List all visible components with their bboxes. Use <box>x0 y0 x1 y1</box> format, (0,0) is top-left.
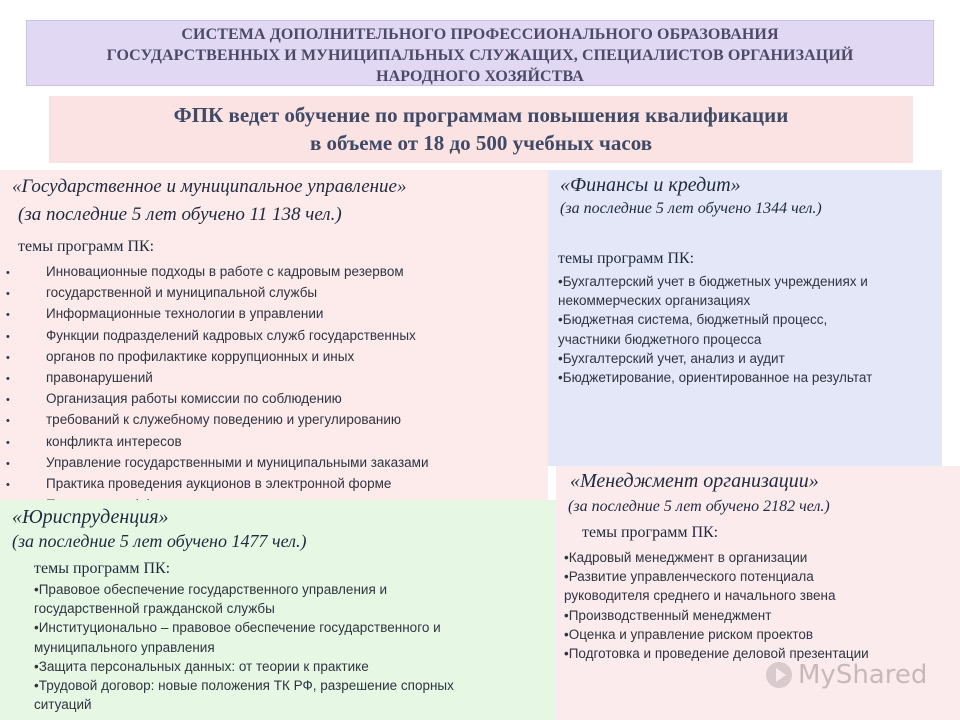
list-item: • Организация работы комиссии по соблюдению <box>6 391 342 407</box>
list-item: • государственной и муниципальной службы <box>6 285 318 301</box>
list-item: •Производственный менеджмент <box>564 607 772 623</box>
section-title: «Государственное и муниципальное управление» <box>12 176 407 197</box>
list-item: • Функции подразделений кадровых служб государственных <box>6 327 416 343</box>
page-subtitle <box>49 96 913 163</box>
list-item: государственной гражданской службы <box>34 601 275 617</box>
list-item: •Институционально – правовое обеспечение государственного и <box>34 620 441 636</box>
list-item: • Инновационные подходы в работе с кадровым резервом <box>6 264 404 279</box>
list-item: • Управление государственными и муниципальными заказами <box>6 454 429 470</box>
list-item: • Информационные технологии в управлении <box>6 306 324 322</box>
page-header <box>26 20 934 86</box>
section-count: (за последние 5 лет обучено 11 138 чел.) <box>18 204 342 225</box>
header-line: НАРОДНОГО ХОЗЯЙСТВА <box>376 68 584 85</box>
list-item: муниципального управления <box>34 639 215 655</box>
list-item: •Подготовка и проведение деловой презентации <box>564 646 869 662</box>
list-item: руководителя среднего и начального звена <box>564 588 836 604</box>
topics-label: темы программ ПК: <box>34 560 171 577</box>
section-state-municipal-management <box>0 170 548 500</box>
topics-label: темы программ ПК: <box>18 238 155 255</box>
section-finance-credit <box>548 170 942 466</box>
section-jurisprudence <box>0 500 556 720</box>
list-item: некоммерческих организациях <box>558 293 751 309</box>
list-item: •Бухгалтерский учет, анализ и аудит <box>558 350 785 366</box>
list-item: • правонарушений <box>6 370 153 386</box>
list-item: участники бюджетного процесса <box>558 331 762 347</box>
section-title: «Менеджмент организации» <box>570 470 819 492</box>
watermark-text: MyShared <box>798 660 928 690</box>
list-item: •Бюджетирование, ориентированное на результат <box>558 370 873 386</box>
list-item: •Кадровый менеджмент в организации <box>564 550 808 565</box>
list-item: •Защита персональных данных: от теории к практике <box>34 658 369 674</box>
section-count: (за последние 5 лет обучено 2182 чел.) <box>568 498 830 515</box>
topics-list <box>564 548 869 663</box>
list-item: • требований к служебному поведению и урегулированию <box>6 412 401 428</box>
list-item: • конфликта интересов <box>6 433 182 449</box>
subtitle-line: ФПК ведет обучение по программам повышения квалификации <box>173 103 789 127</box>
topics-label: темы программ ПК: <box>582 524 719 541</box>
section-count: (за последние 5 лет обучено 1477 чел.) <box>12 531 307 551</box>
list-item: •Трудовой договор: новые положения ТК РФ, разрешение спорных <box>34 678 454 694</box>
list-item: •Правовое обеспечение государственного управления и <box>34 582 388 597</box>
list-item: • органов по профилактике коррупционных и иных <box>6 348 355 364</box>
section-title: «Юриспруденция» <box>12 506 169 528</box>
list-item: • Практика проведения аукционов в электронной форме <box>6 476 392 492</box>
list-item: •Оценка и управление риском проектов <box>564 626 814 642</box>
section-title: «Финансы и кредит» <box>560 174 741 196</box>
topics-list <box>34 580 454 714</box>
subtitle-line: в объеме от 18 до 500 учебных часов <box>309 131 653 155</box>
topics-list <box>6 262 442 516</box>
section-count: (за последние 5 лет обучено 1344 чел.) <box>560 200 822 217</box>
topics-list <box>558 272 872 387</box>
header-line: ГОСУДАРСТВЕННЫХ И МУНИЦИПАЛЬНЫХ СЛУЖАЩИХ, СПЕЦИАЛИСТОВ ОРГАНИЗАЦИЙ <box>106 47 854 64</box>
list-item: •Развитие управленческого потенциала <box>564 569 814 585</box>
play-circle-icon <box>766 662 792 688</box>
list-item: •Бюджетная система, бюджетный процесс, <box>558 312 828 328</box>
list-item: ситуаций <box>34 697 92 713</box>
watermark <box>766 660 927 690</box>
header-line: СИСТЕМА ДОПОЛНИТЕЛЬНОГО ПРОФЕССИОНАЛЬНОГО ОБРАЗОВАНИЯ <box>181 26 779 43</box>
list-item: •Бухгалтерский учет в бюджетных учреждениях и <box>558 274 868 289</box>
topics-label: темы программ ПК: <box>558 250 695 267</box>
